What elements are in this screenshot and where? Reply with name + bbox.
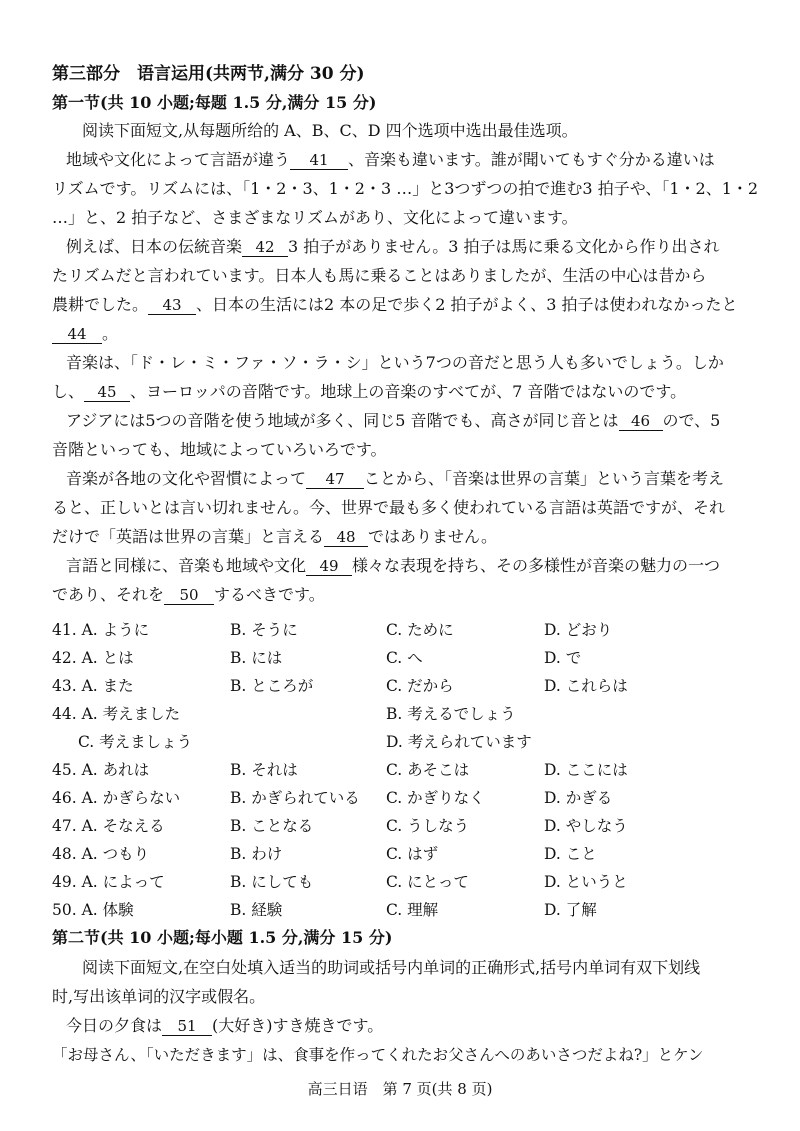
blank-43: 43 bbox=[148, 296, 196, 315]
option-c[interactable]: C. だから bbox=[386, 677, 454, 695]
option-a[interactable]: 44. A. 考えました bbox=[52, 705, 181, 723]
option-b[interactable]: B. そうに bbox=[230, 621, 298, 639]
passage-text: 、日本の生活には2 本の足で歩く2 拍子がよく、3 拍子は使われなかったと bbox=[196, 295, 738, 314]
passage-line bbox=[52, 527, 497, 547]
option-b[interactable]: B. わけ bbox=[230, 845, 283, 863]
option-d[interactable]: D. これらは bbox=[544, 677, 628, 695]
passage-text: ではありません。 bbox=[368, 527, 497, 546]
passage-text: 3 拍子がありません。3 拍子は馬に乗る文化から作り出され bbox=[288, 237, 720, 256]
passage-line bbox=[66, 150, 715, 170]
passage-line: ると、正しいとは言い切れません。今、世界で最も多く使われている言語は英語ですが、それ bbox=[52, 498, 725, 517]
blank-46: 46 bbox=[619, 412, 663, 431]
page-footer: 高三日语 第 7 页(共 8 页) bbox=[307, 1080, 493, 1098]
option-b[interactable]: B. それは bbox=[230, 761, 298, 779]
blank-44: 44 bbox=[52, 325, 102, 344]
passage-line bbox=[52, 585, 325, 605]
option-b[interactable]: B. かぎられている bbox=[230, 789, 360, 807]
passage-line: リズムです。リズムには、「1・2・3、1・2・3 …」と3つずつの拍で進む3 拍子や、「1・2、1・2 bbox=[52, 179, 759, 198]
passage-text: するべきです。 bbox=[214, 585, 325, 604]
option-c[interactable]: C. 考えましょう bbox=[78, 733, 193, 751]
option-d[interactable]: D. 考えられています bbox=[386, 733, 532, 751]
section-title: 第三部分 语言运用(共两节,满分 30 分) bbox=[52, 64, 365, 84]
option-a[interactable]: 48. A. つもり bbox=[52, 845, 150, 863]
blank-49: 49 bbox=[306, 557, 352, 576]
option-d[interactable]: D. かぎる bbox=[544, 789, 613, 807]
passage-line: 音楽は、「ド・レ・ミ・ファ・ソ・ラ・シ」という7つの音だと思う人も多いでしょう。しか bbox=[66, 353, 724, 372]
passage-text: アジアには5つの音階を使う地域が多く、同じ5 音階でも、高さが同じ音とは bbox=[66, 411, 619, 430]
option-b[interactable]: B. 考えるでしょう bbox=[386, 705, 516, 723]
blank-45: 45 bbox=[84, 383, 130, 402]
passage-text: 、ヨーロッパの音階です。地球上の音楽のすべてが、7 音階ではないのです。 bbox=[130, 382, 687, 401]
part2-instruction: 阅读下面短文,在空白处填入适当的助词或括号内单词的正确形式,括号内单词有双下划线 bbox=[82, 958, 701, 977]
passage-line bbox=[52, 295, 738, 315]
option-a[interactable]: 46. A. かぎらない bbox=[52, 789, 181, 807]
blank-50: 50 bbox=[164, 586, 214, 605]
option-b[interactable]: B. ところが bbox=[230, 677, 314, 695]
passage-line: たリズムだと言われています。日本人も馬に乗ることはありましたが、生活の中心は昔から bbox=[52, 266, 707, 285]
passage-line: …」と、2 拍子など、さまざまなリズムがあり、文化によって違います。 bbox=[52, 208, 578, 227]
option-d[interactable]: D. やしなう bbox=[544, 817, 628, 835]
passage-text: 農耕でした。 bbox=[52, 295, 149, 314]
blank-47: 47 bbox=[306, 470, 364, 489]
option-b[interactable]: B. 経験 bbox=[230, 901, 283, 919]
passage-text: 、音楽も違います。誰が聞いてもすぐ分かる違いは bbox=[348, 150, 715, 169]
option-a[interactable]: 45. A. あれは bbox=[52, 761, 150, 779]
option-d[interactable]: D. どおり bbox=[544, 621, 613, 639]
option-a[interactable]: 50. A. 体験 bbox=[52, 901, 134, 919]
passage-text: 様々な表現を持ち、その多様性が音楽の魅力の一つ bbox=[352, 556, 721, 575]
passage-text: (大好き)すき焼きです。 bbox=[212, 1016, 384, 1035]
option-a[interactable]: 42. A. とは bbox=[52, 649, 134, 667]
passage-line: 「お母さん、「いただきます」は、食事を作ってくれたお父さんへのあいさつだよね?」とケン bbox=[52, 1046, 704, 1064]
passage-text: であり、それを bbox=[52, 585, 165, 604]
part1-header: 第一节(共 10 小题;每题 1.5 分,满分 15 分) bbox=[52, 93, 377, 112]
passage-line bbox=[66, 1016, 383, 1036]
passage-line bbox=[66, 411, 720, 431]
blank-41: 41 bbox=[290, 151, 348, 170]
option-c[interactable]: C. へ bbox=[386, 649, 423, 667]
passage-line bbox=[66, 556, 720, 576]
option-c[interactable]: C. うしなう bbox=[386, 817, 470, 835]
option-a[interactable]: 43. A. また bbox=[52, 677, 134, 695]
passage-text: だけで「英語は世界の言葉」と言える bbox=[52, 527, 325, 546]
part2-header: 第二节(共 10 小题;每小题 1.5 分,满分 15 分) bbox=[52, 928, 393, 947]
option-d[interactable]: D. 了解 bbox=[544, 901, 597, 919]
blank-48: 48 bbox=[324, 528, 368, 547]
option-a[interactable]: 41. A. ように bbox=[52, 621, 150, 639]
option-c[interactable]: C. にとって bbox=[386, 873, 469, 891]
part2-instruction: 时,写出该单词的汉字或假名。 bbox=[52, 987, 266, 1006]
option-c[interactable]: C. はず bbox=[386, 845, 439, 863]
passage-text: 音楽が各地の文化や習慣によって bbox=[66, 469, 307, 488]
part1-instruction: 阅读下面短文,从每题所给的 A、B、C、D 四个选项中选出最佳选项。 bbox=[82, 121, 578, 140]
option-b[interactable]: B. には bbox=[230, 649, 283, 667]
option-c[interactable]: C. かぎりなく bbox=[386, 789, 485, 807]
option-d[interactable]: D. というと bbox=[544, 873, 628, 891]
passage-text: 。 bbox=[102, 324, 119, 343]
passage-line bbox=[52, 324, 118, 344]
passage-text: ことから、「音楽は世界の言葉」という言葉を考え bbox=[364, 469, 725, 488]
option-d[interactable]: D. で bbox=[544, 649, 582, 667]
passage-line bbox=[66, 469, 724, 489]
option-b[interactable]: B. ことなる bbox=[230, 817, 314, 835]
option-c[interactable]: C. ために bbox=[386, 621, 454, 639]
option-c[interactable]: C. あそこは bbox=[386, 761, 470, 779]
passage-text: 今日の夕食は bbox=[66, 1016, 163, 1035]
passage-text: し、 bbox=[52, 382, 85, 401]
option-b[interactable]: B. にしても bbox=[230, 873, 314, 891]
passage-line bbox=[66, 237, 720, 257]
passage-text: 言語と同様に、音楽も地域や文化 bbox=[66, 556, 307, 575]
passage-text: 地域や文化によって言語が違う bbox=[66, 150, 291, 169]
passage-line bbox=[52, 382, 686, 402]
blank-42: 42 bbox=[242, 238, 288, 257]
option-d[interactable]: D. こと bbox=[544, 845, 597, 863]
option-c[interactable]: C. 理解 bbox=[386, 901, 439, 919]
passage-text: ので、5 bbox=[662, 411, 721, 430]
blank-51: 51 bbox=[162, 1017, 212, 1036]
passage-line: 音階といっても、地域によっていろいろです。 bbox=[52, 440, 387, 459]
option-a[interactable]: 47. A. そなえる bbox=[52, 817, 165, 835]
option-a[interactable]: 49. A. によって bbox=[52, 873, 165, 891]
passage-text: 例えば、日本の伝統音楽 bbox=[66, 237, 243, 256]
option-d[interactable]: D. ここには bbox=[544, 761, 628, 779]
